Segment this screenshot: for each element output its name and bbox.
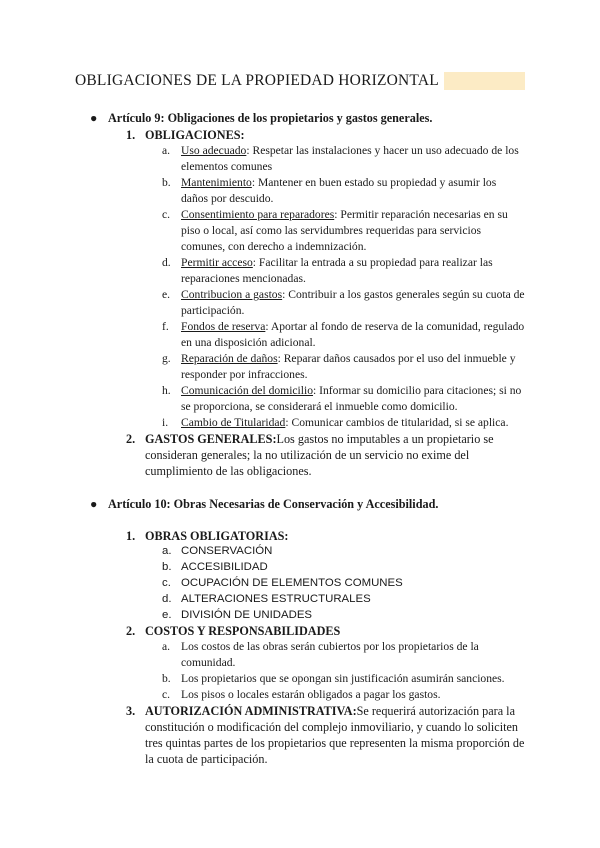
- list-item: [162, 255, 525, 287]
- article-10-heading-text: Artículo 10: Obras Necesarias de Conservación y Accesibilidad.: [108, 497, 439, 511]
- article-9-heading-text: Artículo 9: Obligaciones de los propietarios y gastos generales.: [108, 111, 433, 125]
- item-text: Los costos de las obras serán cubiertos por los propietarios de la comunidad.: [181, 640, 479, 669]
- list-item: [162, 543, 525, 559]
- list-item: [162, 207, 525, 255]
- item-term: Mantenimiento: [181, 176, 252, 189]
- item-text: Los pisos o locales estarán obligados a pagar los gastos.: [181, 688, 441, 701]
- list-letter: a.: [162, 545, 172, 557]
- item-text: : Respetar las instalaciones y hacer un uso adecuado de los elementos comunes: [181, 144, 519, 173]
- list-letter: c.: [162, 688, 171, 701]
- bullet-icon: ●: [90, 497, 98, 511]
- list-letter: b.: [162, 561, 172, 573]
- item-term: Permitir acceso: [181, 256, 253, 269]
- section-number: 2.: [126, 432, 136, 446]
- item-text: CONSERVACIÓN: [181, 545, 273, 557]
- list-letter: c.: [162, 577, 171, 589]
- article-10-section-3: [126, 703, 526, 767]
- article-9-section-1: [126, 127, 526, 143]
- article-10-section-1: [126, 528, 526, 544]
- item-text: : Informar su domicilio para citaciones; si no se proporciona, se considerará el inmueble como domicilio.: [181, 384, 522, 413]
- item-text: : Facilitar la entrada a su propiedad para realizar las reparaciones mencionadas.: [181, 256, 493, 285]
- item-term: Comunicación del domicilio: [181, 384, 314, 397]
- list-letter: e.: [162, 288, 171, 301]
- list-letter: e.: [162, 609, 172, 621]
- item-text: : Permitir reparación necesarias en su piso o local, así como las servidumbres requeridas para servicios comunes, con derecho a indemnización.: [181, 208, 508, 253]
- article-9-section-2: [126, 431, 522, 479]
- section-number: 1.: [126, 128, 136, 142]
- section-heading: AUTORIZACIÓN ADMINISTRATIVA:: [145, 704, 357, 718]
- list-item: [162, 591, 525, 607]
- list-item: [162, 671, 525, 687]
- list-letter: d.: [162, 593, 172, 605]
- section-heading: COSTOS Y RESPONSABILIDADES: [145, 624, 341, 638]
- list-letter: d.: [162, 256, 171, 269]
- item-text: DIVISIÓN DE UNIDADES: [181, 609, 313, 621]
- item-text: : Comunicar cambios de titularidad, si se aplica.: [285, 416, 509, 429]
- list-letter: b.: [162, 176, 171, 189]
- list-item: [162, 559, 525, 575]
- list-letter: a.: [162, 640, 171, 653]
- list-item: [162, 575, 525, 591]
- list-letter: i.: [162, 416, 169, 429]
- list-item: [162, 383, 525, 415]
- list-item: [162, 351, 525, 383]
- list-letter: b.: [162, 672, 171, 685]
- item-term: Reparación de daños: [181, 352, 278, 365]
- section-number: 3.: [126, 704, 136, 718]
- list-item: [162, 319, 525, 351]
- list-item: [162, 287, 525, 319]
- page-title: OBLIGACIONES DE LA PROPIEDAD HORIZONTAL: [75, 72, 439, 89]
- list-letter: f.: [162, 320, 169, 333]
- article-10-section-2: [126, 623, 526, 639]
- item-term: Contribucion a gastos: [181, 288, 283, 301]
- item-text: Los propietarios que se opongan sin justificación asumirán sanciones.: [181, 672, 505, 685]
- item-text: OCUPACIÓN DE ELEMENTOS COMUNES: [181, 577, 403, 589]
- list-item: [162, 415, 525, 431]
- list-letter: g.: [162, 352, 171, 365]
- list-letter: a.: [162, 144, 171, 157]
- section-text: Se requerirá autorización para la constitución o modificación del complejo inmoviliario, y cuando lo soliciten tres quintas partes de los propietarios que representen la misma proporción de la cuota de participación.: [145, 704, 525, 766]
- list-letter: c.: [162, 208, 171, 221]
- item-text: : Aportar al fondo de reserva de la comunidad, regulado en una disposición adicional.: [181, 320, 525, 349]
- list-item: [162, 175, 525, 207]
- item-text: ALTERACIONES ESTRUCTURALES: [181, 593, 371, 605]
- bullet-icon: ●: [90, 111, 98, 125]
- item-text: : Contribuir a los gastos generales según su cuota de participación.: [181, 288, 525, 317]
- section-text: Los gastos no imputables a un propietario se consideran generales; la no utilización de un servicio no exime del cumplimiento de las obligaciones.: [145, 432, 494, 478]
- list-letter: h.: [162, 384, 171, 397]
- item-term: Cambio de Titularidad: [181, 416, 286, 429]
- list-item: [162, 607, 525, 623]
- list-item: [162, 143, 525, 175]
- item-term: Fondos de reserva: [181, 320, 266, 333]
- list-item: [162, 687, 525, 703]
- section-number: 2.: [126, 624, 136, 638]
- section-number: 1.: [126, 529, 136, 543]
- item-term: Consentimiento para reparadores: [181, 208, 335, 221]
- item-term: Uso adecuado: [181, 144, 247, 157]
- item-text: : Reparar daños causados por el uso del inmueble y responder por infracciones.: [181, 352, 516, 381]
- title-highlight: [444, 72, 525, 90]
- section-heading: OBRAS OBLIGATORIAS:: [145, 529, 289, 543]
- list-item: [162, 639, 525, 671]
- section-heading: GASTOS GENERALES:: [145, 432, 277, 446]
- item-text: : Mantener en buen estado su propiedad y asumir los daños por descuido.: [181, 176, 497, 205]
- item-text: ACCESIBILIDAD: [181, 561, 268, 573]
- section-heading: OBLIGACIONES:: [145, 128, 245, 142]
